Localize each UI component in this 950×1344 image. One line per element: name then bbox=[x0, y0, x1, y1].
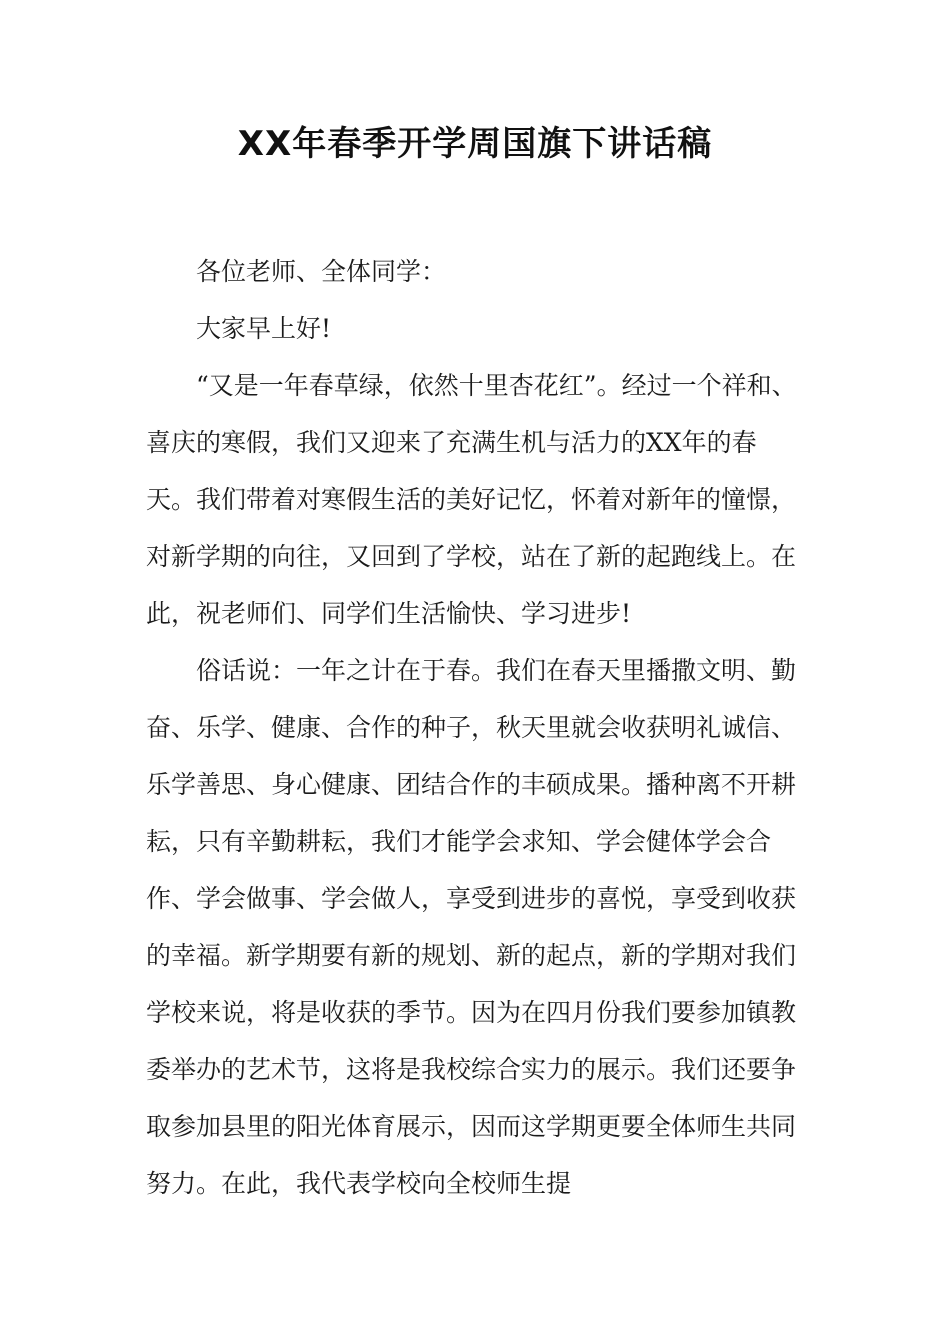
paragraph-spring-opening: “又是一年春草绿，依然十里杏花红”。经过一个祥和、喜庆的寒假，我们又迎来了充满生机与活力的XX年的春天。我们带着对寒假生活的美好记忆，怀着对新年的憧憬，对新学期的向往，又回到了学校，站在了新的起跑线上。在此，祝老师们、同学们生活愉快、学习进步! bbox=[146, 371, 797, 628]
paragraph-greeting: 大家早上好! bbox=[196, 314, 332, 343]
paragraph-salutation: 各位老师、全体同学： bbox=[196, 257, 447, 286]
paragraph-saying: 俗话说：一年之计在于春。我们在春天里播撒文明、勤奋、乐学、健康、合作的种子，秋天里就会收获明礼诚信、乐学善思、身心健康、团结合作的丰硕成果。播种离不开耕耘，只有辛勤耕耘，我们才能学会求知、学会健体学会合作、学会做事、学会做人，享受到进步的喜悦，享受到收获的幸福。新学期要有新的规划、新的起点，新的学期对我们学校来说，将是收获的季节。因为在四月份我们要参加镇教委举办的艺术节，这将是我校综合实力的展示。我们还要争取参加县里的阳光体育展示，因而这学期更要全体师生共同努力。在此，我代表学校向全校师生提 bbox=[146, 656, 797, 1198]
document-title: XX年春季开学周国旗下讲话稿 bbox=[237, 124, 713, 164]
document-body bbox=[146, 243, 806, 1212]
